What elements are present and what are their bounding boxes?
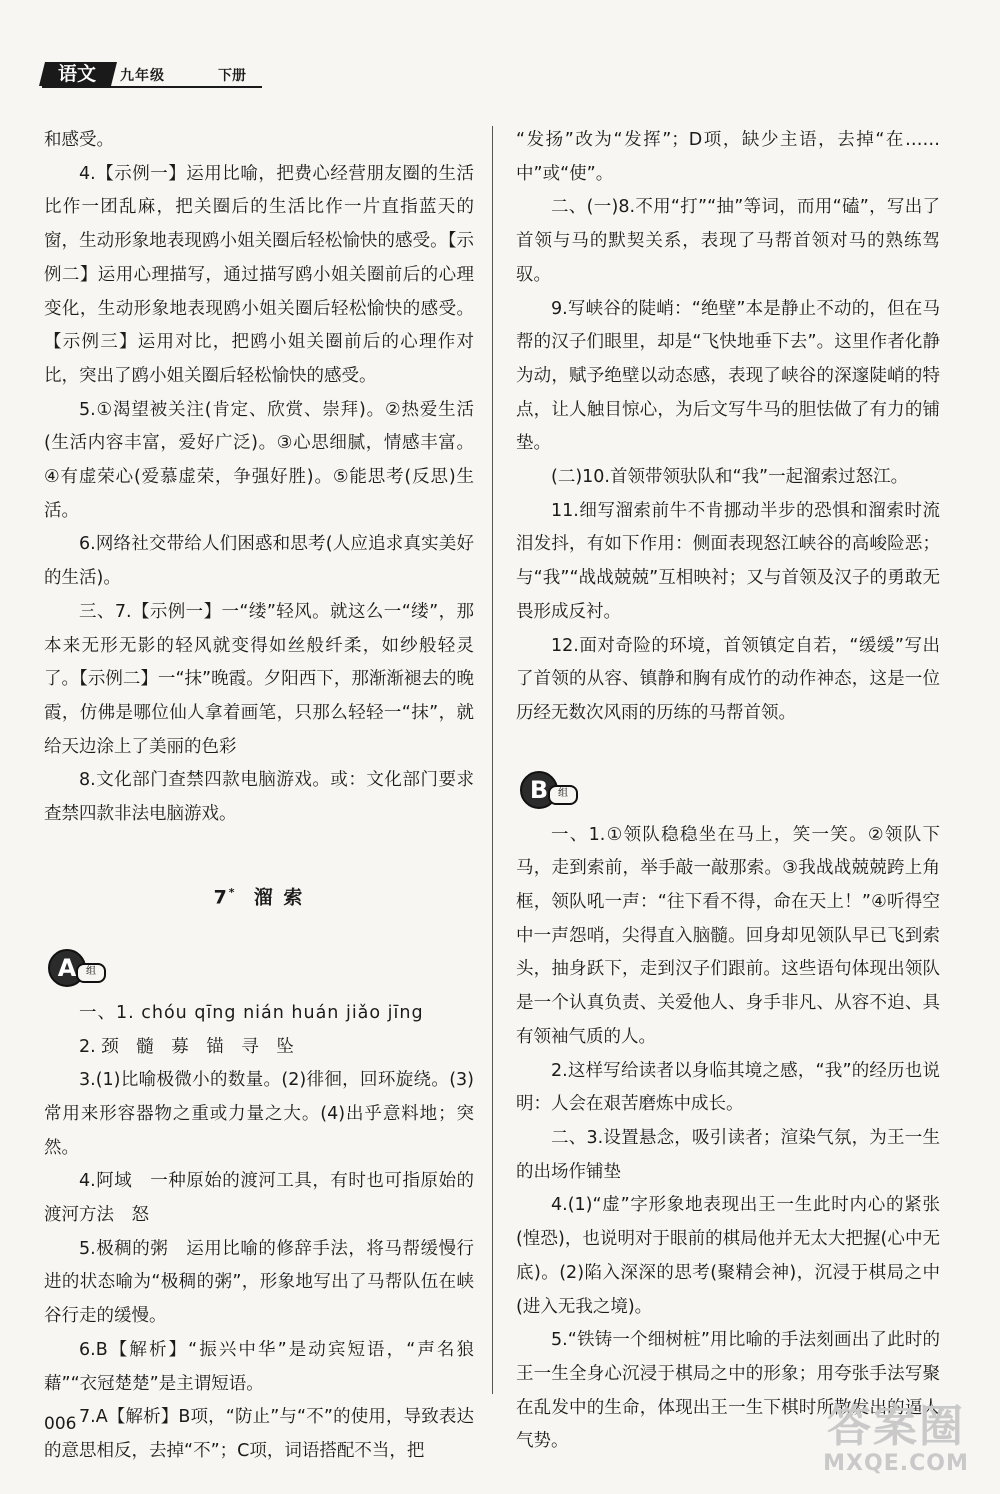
page-number: 006 [44, 1414, 77, 1434]
paragraph: 二、3.设置悬念，吸引读者；渲染气氛，为王一生的出场作铺垫 [516, 1127, 940, 1182]
paragraph: 三、7.【示例一】一“缕”轻风。就这么一“缕”，那本来无形无影的轻风就变得如丝般纤柔，如纱般轻灵了。【示例二】一“抹”晚霞。夕阳西下，那渐渐褪去的晚霞，仿佛是哪位仙人拿着画笔，只那么轻轻一“抹”，就给天边涂上了美丽的色彩 [44, 601, 474, 757]
paragraph: 4.阿域 一种原始的渡河工具，有时也可指原始的渡河方法 怒 [44, 1171, 474, 1226]
paragraph: 和感受。 [44, 130, 114, 150]
group-a-letter: A [48, 949, 86, 987]
watermark-line1: 答案圈 [827, 1401, 965, 1452]
paragraph: 一、1.①领队稳稳坐在马上，笑一笑。②领队下马，走到索前，举手敲一敲那索。③我战战兢兢跨上角框，领队吼一声：“往下看不得，命在天上！”④听得空中一声怨哨，尖得直入脑髓。回身却见领队早已飞到索头，抽身跃下，走到汉子们跟前。这些语句体现出领队是一个认真负责、关爱他人、身手非凡、从容不迫、具有领袖气质的人。 [516, 824, 940, 1047]
paragraph: 12.面对奇险的环境，首领镇定自若，“缓缓”写出了首领的从容、镇静和胸有成竹的动作神态，这是一位历经无数次风雨的历练的马帮首领。 [516, 635, 940, 723]
paragraph: (二)10.首领带领驮队和“我”一起溜索过怒江。 [551, 467, 909, 488]
paragraph: 9.写峡谷的陡峭：“绝壁”本是静止不动的，但在马帮的汉子们眼里，却是“飞快地垂下去”。这里作者化静为动，赋予绝壁以动态感，表现了峡谷的深邃陡峭的特点，让人触目惊心，为后文写牛马的胆怯做了有力的铺垫。 [516, 298, 940, 454]
paragraph: 8.文化部门查禁四款电脑游戏。或：文化部门要求查禁四款非法电脑游戏。 [44, 770, 474, 825]
paragraph: 6.B【解析】“振兴中华”是动宾短语，“声名狼藉”“衣冠楚楚”是主谓短语。 [44, 1339, 474, 1394]
subject-logo: 语文 [39, 62, 117, 86]
paragraph: “发扬”改为“发挥”；D项，缺少主语，去掉“在……中”或“使”。 [516, 130, 940, 184]
paragraph: 11.细写溜索前牛不肯挪动半步的恐惧和溜索时流泪发抖，有如下作用：侧面表现怒江峡谷的高峻险恶；与“我”“战战兢兢”互相映衬；又与首领及汉子的勇敢无畏形成反衬。 [516, 500, 940, 622]
header-rule [42, 86, 262, 88]
page-header [42, 56, 342, 92]
paragraph: 4.(1)“虚”字形象地表现出王一生此时内心的紧张(惶恐)，也说明对于眼前的棋局他并无太大把握(心中无底)。(2)陷入深深的思考(聚精会神)，沉浸于棋局之中(进入无我之境)。 [516, 1195, 940, 1317]
left-column [44, 124, 474, 1469]
paragraph: 5.“铁铸一个细树桩”用比喻的手法刻画出了此时的王一生全身心沉浸于棋局之中的形象；用夸张手法写聚在乱发中的生命，体现出王一生下棋时所散发出的逼人气势。 [516, 1330, 940, 1452]
section-mark: * [228, 885, 237, 899]
paragraph: 5.①渴望被关注(肯定、欣赏、崇拜)。②热爱生活(生活内容丰富，爱好广泛)。③心思细腻，情感丰富。④有虚荣心(爱慕虚荣，争强好胜)。⑤能思考(反思)生活。 [44, 399, 474, 521]
grade-label: 九年级 [120, 68, 165, 84]
group-b-badge [520, 771, 578, 813]
paragraph: 二、(一)8.不用“打”“抽”等词，而用“磕”，写出了首领与马的默契关系，表现了马帮首领对马的熟练驾驭。 [516, 197, 940, 285]
group-b-tag: 组 [548, 785, 578, 805]
paragraph: 7.A【解析】B项，“防止”与“不”的使用，导致表达的意思相反，去掉“不”；C项，词语搭配不当，把 [44, 1407, 474, 1461]
paragraph: 5.极稠的粥 运用比喻的修辞手法，将马帮缓慢行进的状态喻为“极稠的粥”，形象地写出了马帮队伍在峡谷行走的缓慢。 [44, 1238, 474, 1327]
watermark [808, 1402, 984, 1482]
paragraph: 4.【示例一】运用比喻，把费心经营朋友圈的生活比作一团乱麻，把关圈后的生活比作一片直指蓝天的窗，生动形象地表现鸥小姐关圈后轻松愉快的感受。【示例二】运用心理描写，通过描写鸥小姐关圈前后的心理变化，生动形象地表现鸥小姐关圈后轻松愉快的感受。【示例三】运用对比，把鸥小姐关圈前后的心理作对比，突出了鸥小姐关圈后轻松愉快的感受。 [44, 163, 474, 386]
paragraph: 2.这样写给读者以身临其境之感，“我”的经历也说明：人会在艰苦磨炼中成长。 [516, 1060, 940, 1115]
term-label: 下册 [218, 68, 246, 84]
group-a-tag: 组 [76, 963, 106, 983]
column-divider [492, 126, 493, 1394]
group-b-letter: B [520, 771, 558, 809]
paragraph: 3.(1)比喻极微小的数量。(2)徘徊，回环旋绕。(3)常用来形容器物之重或力量之大。(4)出乎意料地；突然。 [44, 1070, 474, 1158]
chars-line: 2. 颈 髓 募 锚 寻 坠 [79, 1036, 294, 1057]
pinyin-line: 一、1. chóu qīng nián huán jiǎo jīng [79, 1002, 424, 1023]
group-a-badge [48, 949, 106, 991]
section-name: 溜 索 [253, 886, 305, 909]
section-title [44, 876, 474, 915]
watermark-line2: MXQE.COM [823, 1451, 969, 1476]
section-number: 7 [213, 886, 229, 909]
paragraph: 6.网络社交带给人们困惑和思考(人应追求真实美好的生活)。 [44, 534, 474, 589]
right-column [516, 124, 940, 1459]
